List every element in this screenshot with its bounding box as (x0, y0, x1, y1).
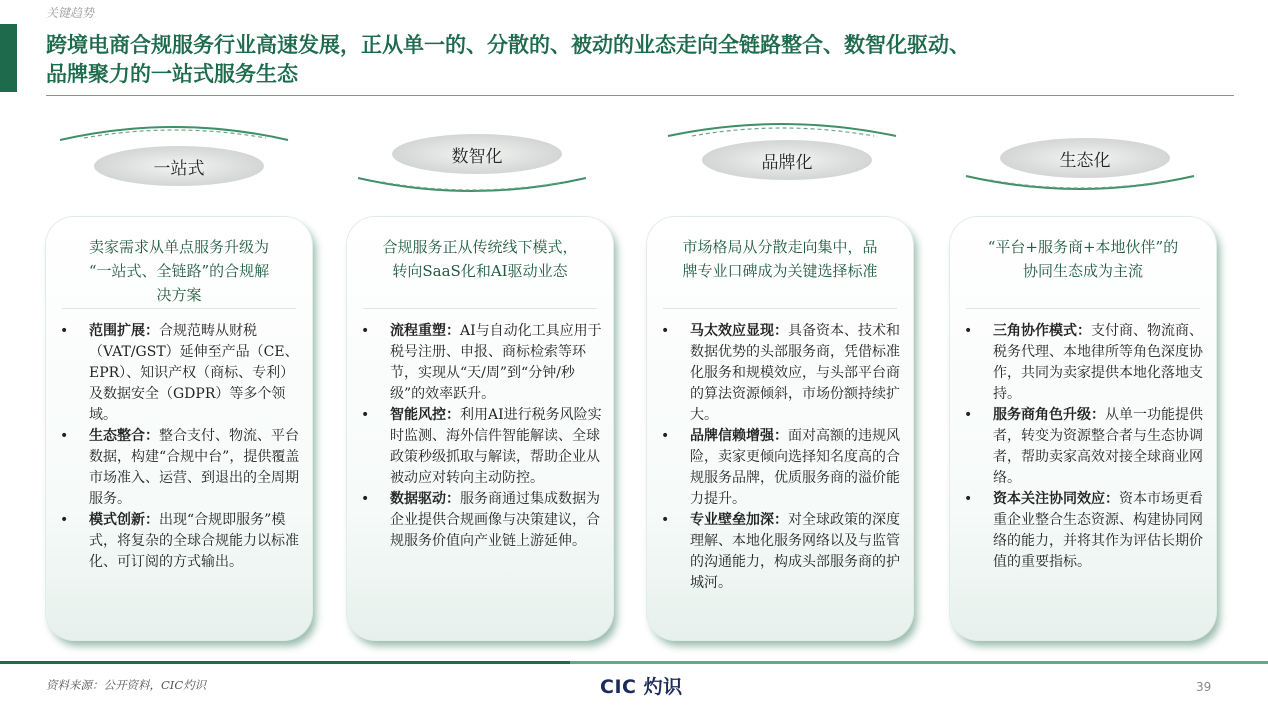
pillar-label: 一站式 (94, 146, 264, 186)
list-item (361, 489, 607, 552)
pillar-card-digital (347, 217, 613, 640)
card-headline-line: 合规服务正从传统线下模式， (382, 238, 578, 256)
bullet-text: 服务商通过集成数据为企业提供合规画像与决策建议，合规服务价值向产业链上游延伸。 (390, 491, 600, 549)
card-headline-line: 协同生态成为主流 (1022, 262, 1143, 280)
bullet-text: 具备资本、技术和数据优势的头部服务商，凭借标准化服务和规模效应，与头部平台商的算法资源倾斜，市场份额持续扩大。 (690, 323, 900, 423)
bullet-term: 范围扩展： (89, 323, 159, 339)
card-divider (663, 308, 897, 309)
card-divider (363, 308, 597, 309)
pillar-label: 品牌化 (702, 140, 872, 180)
page-number: 39 (1196, 680, 1212, 694)
bullet-term: 专业壁垒加深： (690, 512, 788, 528)
pillar-card-one-stop (46, 217, 312, 640)
bullet-text: 利用AI进行税务风险实时监测、海外信件智能解读、全球政策秒级抓取与解读，帮助企业从被动应对转向主动防控。 (390, 407, 602, 486)
page-title (46, 30, 1246, 88)
bullet-text: 资本市场更看重企业整合生态资源、构建协同网络的能力，并将其作为评估长期价值的重要指标。 (993, 491, 1203, 570)
card-headline-line: 决方案 (156, 286, 202, 304)
list-item (661, 510, 907, 594)
bullet-text: 从单一功能提供者，转变为资源整合者与生态协调者，帮助卖家高效对接全球商业网络。 (993, 407, 1203, 486)
list-item (60, 321, 306, 426)
bullet-term: 三角协作模式： (993, 323, 1091, 339)
footer-rule-light (570, 661, 1268, 664)
bullet-text: 支付商、物流商、税务代理、本地律所等角色深度协作，共同为卖家提供本地化落地支持。 (993, 323, 1203, 402)
bullet-term: 智能风控： (390, 407, 460, 423)
card-bullet-list (964, 321, 1210, 573)
card-headline (665, 235, 895, 305)
list-item (964, 405, 1210, 489)
title-accent-bar (0, 24, 17, 92)
card-bullet-list (361, 321, 607, 552)
source-note: 资料来源：公开资料，CIC灼识 (46, 678, 207, 692)
card-divider (62, 308, 296, 309)
pillar-header-4 (960, 120, 1200, 200)
card-headline (64, 235, 294, 305)
page-title-line1: 跨境电商合规服务行业高速发展，正从单一的、分散的、被动的业态走向全链路整合、数智化驱动、 (46, 32, 970, 57)
card-headline-line: “平台+服务商+本地伙伴”的 (987, 238, 1179, 256)
list-item (361, 405, 607, 489)
page-title-line2: 品牌聚力的一站式服务生态 (46, 61, 298, 86)
title-divider (46, 95, 1234, 96)
list-item (964, 489, 1210, 573)
card-headline-line: 卖家需求从单点服务升级为 (88, 238, 269, 256)
bullet-text: 面对高额的违规风险，卖家更倾向选择知名度高的合规服务品牌，优质服务商的溢价能力提升。 (690, 428, 900, 507)
list-item (661, 321, 907, 426)
bullet-term: 品牌信赖增强： (690, 428, 788, 444)
pillar-header-2 (352, 120, 592, 200)
bullet-text: 对全球政策的深度理解、本地化服务网络以及与监管的沟通能力，构成头部服务商的护城河。 (690, 512, 900, 591)
card-headline-line: “一站式、全链路”的合规解 (88, 262, 270, 280)
card-bullet-list (661, 321, 907, 594)
card-headline (365, 235, 595, 305)
footer-rule-dark (0, 661, 570, 664)
pillar-header-3 (662, 118, 902, 198)
card-headline-line: 转向SaaS化和AI驱动业态 (392, 262, 568, 280)
pillar-card-ecosystem (950, 217, 1216, 640)
bullet-text: 整合支付、物流、平台数据，构建“合规中台”，提供覆盖市场准入、运营、到退出的全周期服务。 (89, 428, 300, 507)
bullet-term: 马太效应显现： (690, 323, 788, 339)
list-item (361, 321, 607, 405)
bullet-text: 出现“合规即服务”模式，将复杂的全球合规能力以标准化、可订阅的方式输出。 (89, 512, 299, 570)
list-item (60, 426, 306, 510)
bullet-text: 合规范畴从财税（VAT/GST）延伸至产品（CE、EPR）、知识产权（商标、专利）及数据安全（GDPR）等多个领域。 (89, 323, 299, 423)
list-item (661, 426, 907, 510)
bullet-term: 资本关注协同效应： (993, 491, 1119, 507)
card-headline-line: 牌专业口碑成为关键选择标准 (682, 262, 878, 280)
bullet-term: 数据驱动： (390, 491, 460, 507)
pillar-card-brand (647, 217, 913, 640)
pillar-label: 数智化 (392, 134, 562, 174)
section-tag: 关键趋势 (46, 6, 95, 20)
bullet-term: 生态整合： (89, 428, 159, 444)
card-headline (968, 235, 1198, 305)
card-headline-line: 市场格局从分散走向集中，品 (682, 238, 878, 256)
list-item (60, 510, 306, 573)
cic-logo: CIC 灼识 (600, 676, 683, 698)
list-item (964, 321, 1210, 405)
bullet-term: 流程重塑： (390, 323, 460, 339)
card-bullet-list (60, 321, 306, 573)
pillar-label: 生态化 (1000, 138, 1170, 178)
bullet-term: 模式创新： (89, 512, 159, 528)
bullet-term: 服务商角色升级： (993, 407, 1105, 423)
bullet-text: AI与自动化工具应用于税号注册、申报、商标检索等环节，实现从“天/周”到“分钟/秒级”的效率跃升。 (390, 323, 602, 402)
pillar-header-1 (54, 118, 294, 198)
card-divider (966, 308, 1200, 309)
